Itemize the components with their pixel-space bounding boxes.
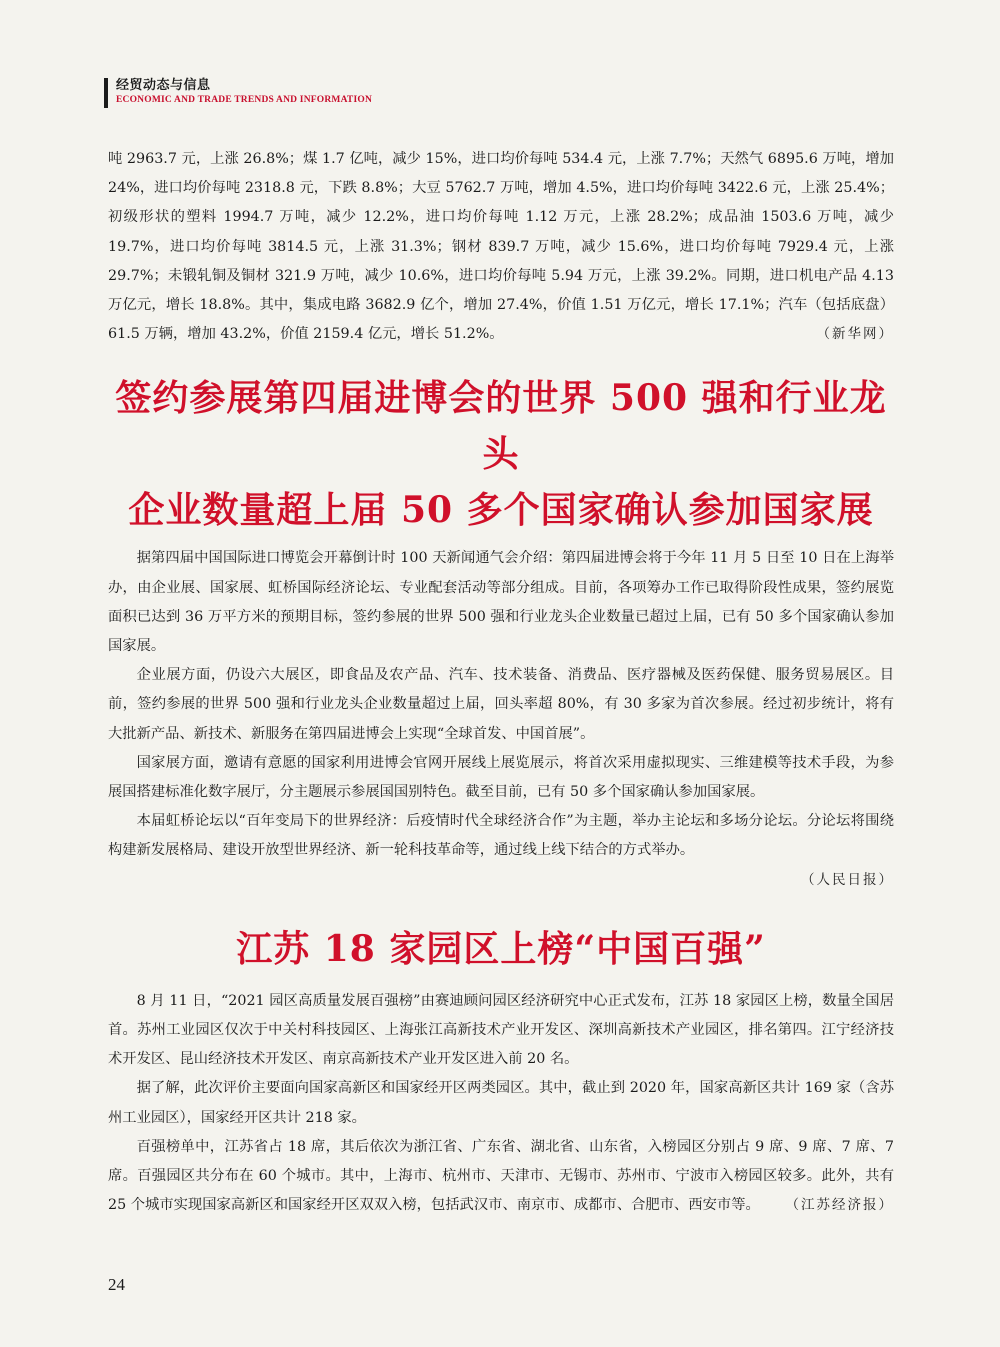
paragraph-text: 百强榜单中，江苏省占 18 席，其后依次为浙江省、广东省、湖北省、山东省，入榜园区分别占 9 席、9 席、7 席、7 席。百强园区共分布在 60 个城市。其中，上海市、杭州市、天津市、无锡市、苏州市、宁波市入榜园区较多。此外，共有 25 个城市实现国家高新区和国家经开区双双入榜，包括武汉市、南京市、成都市、合肥市、西安市等。 (108, 1138, 894, 1214)
header-title-en: ECONOMIC AND TRADE TRENDS AND INFORMATION (116, 95, 373, 105)
article-paragraph (108, 1133, 894, 1221)
article-paragraph: 国家展方面，邀请有意愿的国家利用进博会官网开展线上展览展示，将首次采用虚拟现实、三维建模等技术手段，为参展国搭建标准化数字展厅，分主题展示参展国国别特色。截至目前，已有 50 多个国家确认参加国家展。 (108, 754, 894, 801)
page-content (108, 145, 894, 1220)
paragraph-text: 吨 2963.7 元，上涨 26.8%；煤 1.7 亿吨，减少 15%，进口均价每吨 534.4 元，上涨 7.7%；天然气 6895.6 万吨，增加 24%，进口均价每吨 2318.8 元，下跌 8.8%；大豆 5762.7 万吨，增加 4.5%，进口均价每吨 3422.6 元，上涨 25.4%；初级形状的塑料 1994.7 万吨，减少 12.2%，进口均价每吨 1.12 万元，上涨 28.2%；成品油 1503.6 万吨，减少 19.7%，进口均价每吨 3814.5 元，上涨 31.3%；钢材 839.7 万吨，减少 15.6%，进口均价每吨 7929.4 元，上涨 29.7%；未锻轧铜及铜材 321.9 万吨，减少 10.6%，进口均价每吨 5.94 万元，上涨 39.2%。同期，进口机电产品 4.13 万亿元，增长 18.8%。其中，集成电路 3682.9 亿个，增加 27.4%，价值 1.51 万亿元，增长 17.1%；汽车（包括底盘）61.5 万辆，增加 43.2%，价值 2159.4 亿元，增长 51.2%。 (108, 151, 894, 343)
article-paragraph: 企业展方面，仍设六大展区，即食品及农产品、汽车、技术装备、消费品、医疗器械及医药保健、服务贸易展区。目前，签约参展的世界 500 强和行业龙头企业数量超过上届，回头率超 80%，有 30 多家为首次参展。经过初步统计，将有大批新产品、新技术、新服务在第四届进博会上实现“全球首发、中国首展”。 (108, 667, 894, 742)
article-paragraph (108, 145, 894, 349)
article-title (108, 370, 894, 538)
article-paragraph: 8 月 11 日，“2021 园区高质量发展百强榜”由赛迪顾问园区经济研究中心正式发布，江苏 18 家园区上榜，数量全国居首。苏州工业园区仅次于中关村科技园区、上海张江高新技术产业开发区、深圳高新技术产业园区，排名第四。江宁经济技术开发区、昆山经济技术开发区、南京高新技术产业开发区进入前 20 名。 (108, 992, 894, 1068)
article-source: （江苏经济报） (785, 1197, 894, 1214)
page-number: 24 (108, 1275, 125, 1294)
article-title-line-1: 签约参展第四届进博会的世界 500 强和行业龙头 (115, 377, 887, 476)
article-paragraph: 据了解，此次评价主要面向国家高新区和国家经开区两类园区。其中，截止到 2020 年，国家高新区共计 169 家（含苏州工业园区），国家经开区共计 218 家。 (108, 1080, 894, 1126)
article-import-data (108, 145, 894, 349)
running-header (104, 78, 372, 108)
article-source: （人民日报） (801, 871, 894, 888)
article-paragraph: 本届虹桥论坛以“百年变局下的世界经济：后疫情时代全球经济合作”为主题，举办主论坛和多场分论坛。分论坛将围绕构建新发展格局、建设开放型世界经济、新一轮科技革命等，通过线上线下结合的方式举办。 (108, 813, 894, 859)
article-expo (108, 370, 894, 894)
article-paragraph: 据第四届中国国际进口博览会开幕倒计时 100 天新闻通气会介绍：第四届进博会将于今年 11 月 5 日至 10 日在上海举办，由企业展、国家展、虹桥国际经济论坛、专业配套活动等部分组成。目前，各项筹办工作已取得阶段性成果，签约展览面积已达到 36 万平方米的预期目标，签约参展的世界 500 强和行业龙头企业数量已超过上届，已有 50 多个国家确认参加国家展。 (108, 550, 894, 655)
article-jiangsu-parks (108, 921, 894, 1221)
article-title-line-2: 企业数量超上届 50 多个国家确认参加国家展 (128, 489, 874, 532)
article-title: 江苏 18 家园区上榜“中国百强” (236, 927, 766, 970)
article-source: （新华网） (816, 326, 894, 343)
header-title-cn: 经贸动态与信息 (116, 78, 211, 93)
